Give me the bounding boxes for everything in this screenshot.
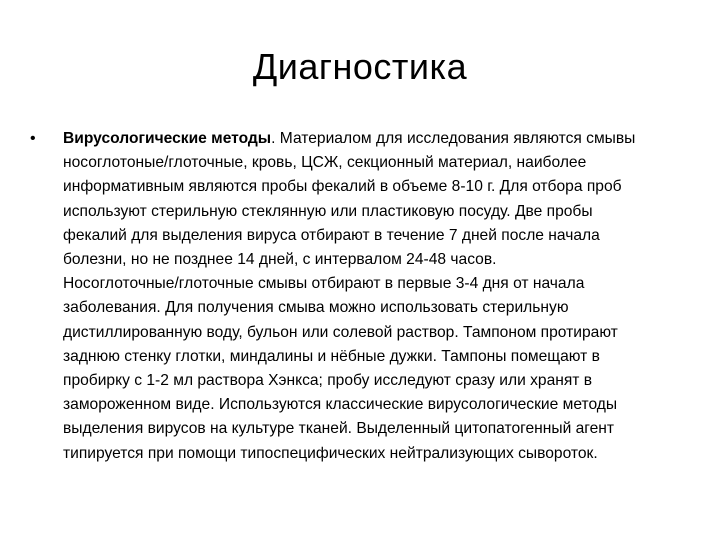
text-line-9: дистиллированную воду, бульон или солевой раствор. Тампоном протирают bbox=[63, 323, 618, 341]
text-line-6: болезни, но не позднее 14 дней, с интервалом 24-48 часов. bbox=[63, 251, 497, 269]
text-line-12: замороженном виде. Используются классические вирусологические методы bbox=[63, 396, 618, 414]
text-line-13: выделения вирусов на культуре тканей. Выделенный цитопатогенный агент bbox=[63, 420, 615, 438]
bold-lead: Вирусологические методы bbox=[63, 130, 272, 147]
line-text: . Материалом для исследования являются смывы bbox=[271, 130, 636, 147]
text-line-1 bbox=[63, 127, 702, 151]
text-line-10: заднюю стенку глотки, миндалины и нёбные дужки. Тампоны помещают в bbox=[63, 347, 600, 365]
text-line-11: пробирку с 1-2 мл раствора Хэнкса; пробу исследуют сразу или хранят в bbox=[63, 372, 593, 390]
bullet-item bbox=[30, 127, 702, 466]
text-line-7: Носоглоточные/глоточные смывы отбирают в первые 3-4 дня от начала bbox=[63, 275, 585, 293]
bullet-list bbox=[30, 127, 702, 466]
bullet-marker: • bbox=[30, 130, 36, 147]
text-line-5: фекалий для выделения вируса отбирают в течение 7 дней после начала bbox=[63, 226, 600, 244]
text-line-4: используют стерильную стеклянную или пластиковую посуду. Две пробы bbox=[63, 202, 593, 220]
text-line-14: типируется при помощи типоспецифических нейтрализующих сывороток. bbox=[63, 444, 598, 462]
text-line-8: заболевания. Для получения смыва можно использовать стерильную bbox=[63, 299, 569, 317]
bullet-text bbox=[63, 127, 702, 466]
slide-title: Диагностика bbox=[252, 46, 468, 87]
text-line-3: информативным являются пробы фекалий в объеме 8-10 г. Для отбора проб bbox=[63, 178, 622, 196]
text-line-2: носоглотоные/глоточные, кровь, ЦСЖ, секционный материал, наиболее bbox=[63, 154, 587, 172]
